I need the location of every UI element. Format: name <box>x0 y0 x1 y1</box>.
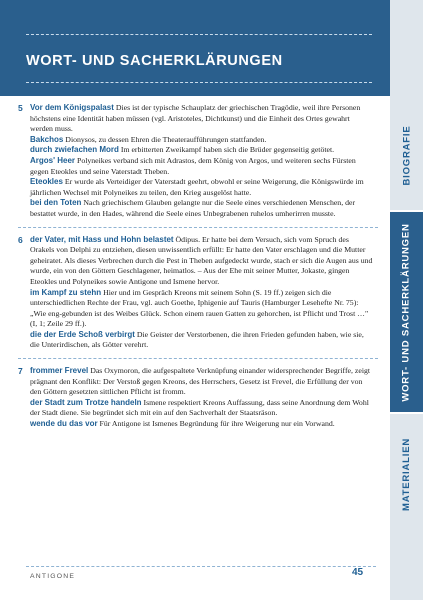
entry-text: Dies ist der typische Schauplatz der griechischen Tragödie, weil ihre Personen höchstens eine Identität haben müssen (vgl. Aristoteles, Dichtkunst) und die Einheit des Ortes gewahrt werden muss. <box>30 103 361 134</box>
entry-text: Die Geister der Verstorbenen, die ihren Frieden gefunden haben, wie sie, die Unterirdischen, als Götter verehrt. <box>30 329 364 350</box>
glossary-entry <box>30 330 374 351</box>
entry-text: Polyneikes verband sich mit Adrastos, dem König von Argos, und weiteren sechs Fürsten gegen Eteokles und seine Vaterstadt Theben. <box>30 155 356 176</box>
entry-term: bei den Toten <box>30 198 82 208</box>
entry-term: der Vater, mit Hass und Hohn belastet <box>30 234 174 244</box>
footer-book-title: ANTIGONE <box>30 573 76 580</box>
entry-text: Nach griechischem Glauben gelangte nur die Seele eines verschiedenen Menschen, der bestattet wurde, in den Hades, während die Seele eines Unbegrabenen ruhelos umherirren musste. <box>30 198 356 218</box>
entry-text: Dionysos, zu dessen Ehren die Theateraufführungen stattfanden. <box>63 134 267 144</box>
entry-term: durch zwiefachen Mord <box>30 145 119 155</box>
footer-divider <box>26 566 376 567</box>
group-divider <box>18 227 378 228</box>
entry-text: Er wurde als Verteidiger der Vaterstadt geehrt, obwohl er seine Weigerung, die Königswürde im jährlichen Wechsel mit Polyneikes zu teilen, den Krieg ausgelöst hatte. <box>30 177 364 197</box>
glossary-entry <box>30 135 374 146</box>
header-divider-bottom <box>26 82 372 83</box>
entry-term: Vor dem Königspalast <box>30 103 114 112</box>
glossary-content <box>18 103 374 430</box>
tab-biografie[interactable] <box>390 100 423 210</box>
header-band <box>0 0 390 96</box>
glossary-entry <box>30 103 374 135</box>
entry-text: Ödipus. Er hatte bei dem Versuch, sich vom Spruch des Orakels von Delphi zu entziehen, diesen unwissentlich erfüllt: Er hatte den Vater erschlagen und die Mutter geheiratet. Als dieses Verbrechen durch die Pest in Theben aufgedeckt wurde, stach er sich die Augen aus und wurde, ein von den Göttern Geschlagener, heimatlos. – Aus der Ehe mit seiner Mutter, Jokaste, gingen Eteokles und Polyneikes sowie Antigone und Ismene hervor. <box>30 234 373 286</box>
tab-wort-und-sacherklaerungen[interactable] <box>390 212 423 412</box>
line-number: 6 <box>18 234 23 245</box>
glossary-entry <box>30 419 374 430</box>
entry-term: der Stadt zum Trotze handeln <box>30 397 142 407</box>
glossary-entry <box>30 235 374 288</box>
tab-materialien[interactable] <box>390 414 423 534</box>
entry-text: Hier und im Gespräch Kreons mit seinem Sohn (S. 19 ff.) zeigen sich die unterschiedlichen Rechte der Frau, vgl. auch Goethe, Iphigenie auf Tauris (Hamburger Lesehefte Nr. 75): „Wie eng-gebunden ist des Weibes Glück. Schon einem rauen Gatten zu gehorchen, ist Pflicht und Trost …" (I, 1; Zeile 29 ff.). <box>30 287 369 329</box>
entry-text: Im erbitterten Zweikampf haben sich die Brüder gegenseitig getötet. <box>118 145 335 155</box>
glossary-entry <box>30 398 374 419</box>
glossary-entry <box>30 366 374 398</box>
entry-term: Argos' Heer <box>30 155 76 165</box>
line-group <box>18 103 374 220</box>
tab-label: WORT- UND SACHERKLÄRUNGEN <box>401 222 413 402</box>
glossary-entry <box>30 288 374 330</box>
entry-term: Eteokles <box>30 177 63 187</box>
glossary-entry <box>30 198 374 219</box>
glossary-entry <box>30 156 374 177</box>
glossary-entry <box>30 177 374 198</box>
line-number: 7 <box>18 366 23 377</box>
header-divider-top <box>26 34 372 35</box>
page-number: 45 <box>352 567 364 578</box>
entry-term: im Kampf zu stehn <box>30 287 102 297</box>
section-title: WORT- UND SACHERKLÄRUNGEN <box>26 53 283 69</box>
line-group <box>18 234 374 352</box>
entry-term: Bakchos <box>30 134 64 144</box>
entry-term: die der Erde Schoß verbirgt <box>30 329 135 339</box>
entry-text: Für Antigone ist Ismenes Begründung für ihre Weigerung nur ein Vorwand. <box>97 419 335 429</box>
line-group <box>18 366 374 430</box>
glossary-entry <box>30 145 374 156</box>
entry-term: wende du das vor <box>30 419 98 429</box>
line-number: 5 <box>18 103 23 113</box>
entry-text: Ismene respektiert Kreons Auffassung, dass seine Anordnung dem Wohl der Stadt diene. Sie begründet sich mit ein auf den Sachverhalt der Staatsräson. <box>30 397 369 418</box>
group-divider <box>18 358 378 359</box>
tab-label: MATERIALIEN <box>401 437 413 511</box>
tab-label: BIOGRAFIE <box>401 125 413 185</box>
entry-term: frommer Frevel <box>30 366 89 376</box>
entry-text: Das Oxymoron, die aufgespaltete Verknüpfung einander widersprechender Begriffe, zeigt prägnant den Konflikt: Der Verstoß gegen Kreons, des Herrschers, Gesetz ist Frevel, die Erfüllung der von den Göttern gesetzten sittlichen Pflicht ist fromm. <box>30 366 371 397</box>
